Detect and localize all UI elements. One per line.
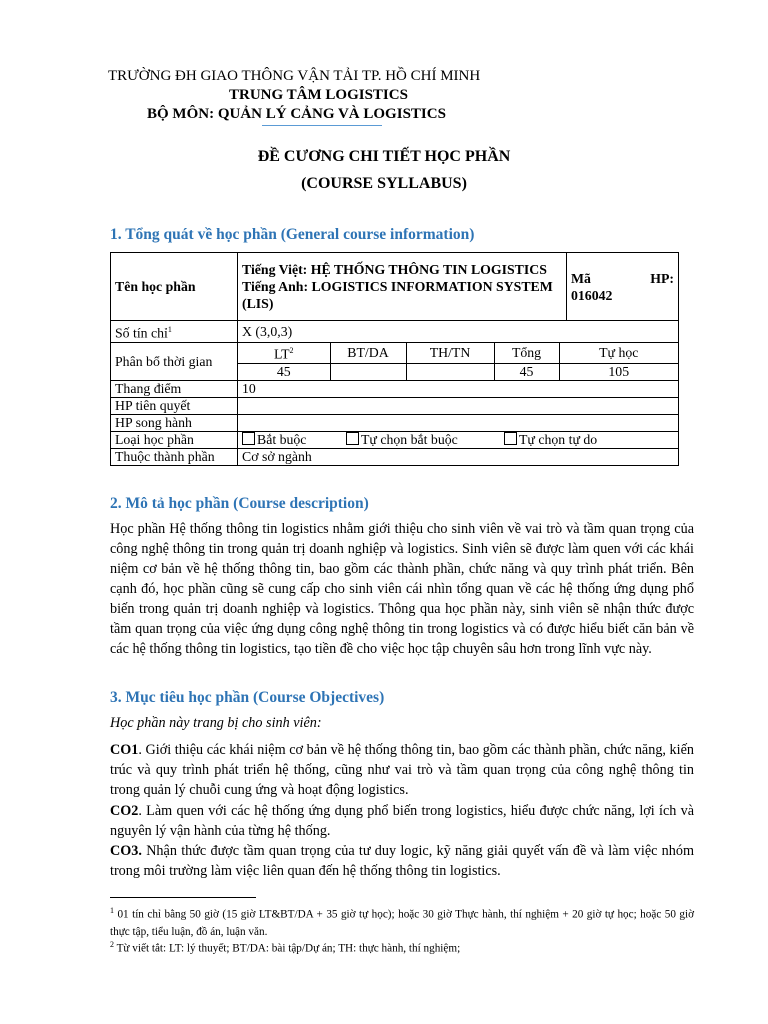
footnote-separator: [110, 897, 256, 898]
table-row: [111, 321, 679, 343]
time-allocation-table: [238, 343, 678, 380]
type-options: [238, 432, 679, 449]
course-code-label: Mã: [571, 270, 591, 286]
time-value-total: 45: [494, 363, 559, 380]
course-name-label: Tên học phần: [111, 253, 238, 321]
time-header-lt: $LT^2$: [238, 343, 330, 363]
time-header-bt: BT/DA: [330, 343, 406, 363]
table-row: [111, 432, 679, 449]
course-name-vi: Tiếng Việt: HỆ THỐNG THÔNG TIN LOGISTICS: [242, 262, 547, 277]
coreq-label: HP song hành: [111, 415, 238, 432]
center-name: TRUNG TÂM LOGISTICS: [229, 87, 408, 103]
course-description: Học phần Hệ thống thông tin logistics nhằm giới thiệu cho sinh viên về vai trò và tầm quan trọng của công nghệ thông tin trong quản trị doanh nghiệp và logistics. Sinh viên sẽ được làm quen với các khái niệm cơ bản về hệ thống thông tin, bao gồm các thành phần, chức năng và quy trình phát triển. Bên cạnh đó, học phần cũng sẽ cung cấp cho sinh viên cái nhìn tổng quan về các hệ thống ứng dụng phổ biến trong quản trị doanh nghiệp và logistics. Thông qua học phần này, sinh viên sẽ nhận thức được tầm quan trọng của việc ứng dụng công nghệ thông tin trong logistics và có được hiểu biết căn bản về các hệ thống thông tin logistics, tạo tiền đề cho việc học tập chuyên sâu hơn trong lĩnh vực này.: [110, 521, 694, 657]
table-row: [111, 343, 679, 381]
course-name-en: Tiếng Anh: LOGISTICS INFORMATION SYSTEM (LIS): [242, 279, 553, 311]
doc-subtitle: (COURSE SYLLABUS): [301, 175, 467, 192]
grade-label: Thang điểm: [111, 381, 238, 398]
time-label: Phân bổ thời gian: [111, 343, 238, 381]
time-value-bt: [330, 363, 406, 380]
time-value-th: [406, 363, 494, 380]
prereq-value: [238, 398, 679, 415]
course-name-cell: [238, 253, 567, 321]
objectives-intro: Học phần này trang bị cho sinh viên:: [110, 715, 322, 731]
objective-co2: CO2. Làm quen với các hệ thống ứng dụng phổ biến trong logistics, hiểu được chức năng, lợi ích và nguyên lý vận hành của từng hệ thống.: [110, 803, 694, 839]
prereq-label: HP tiên quyết: [111, 398, 238, 415]
course-code-cell: [567, 253, 679, 321]
type-label: Loại học phần: [111, 432, 238, 449]
department-underline: [262, 125, 382, 126]
course-code-value: 016042: [571, 287, 613, 303]
department-name: BỘ MÔN: QUẢN LÝ CẢNG VÀ LOGISTICS: [147, 106, 446, 122]
table-row: [111, 398, 679, 415]
table-row: [111, 449, 679, 466]
group-value: Cơ sở ngành: [238, 449, 679, 466]
table-row: [111, 253, 679, 321]
time-value-lt: 45: [238, 363, 330, 380]
grade-value: 10: [238, 381, 679, 398]
doc-title: ĐỀ CƯƠNG CHI TIẾT HỌC PHẦN: [257, 148, 511, 165]
section-3-heading: 3. Mục tiêu học phần (Course Objectives): [110, 689, 385, 706]
time-header-self: Tự học: [559, 343, 678, 363]
credits-value: X (3,0,3): [238, 321, 679, 343]
table-row: [238, 343, 678, 363]
footnote-2: $^2$ Từ viết tắt: LT: lý thuyết; BT/DA: bài tập/Dự án; TH: thực hành, thí nghiệm;: [110, 940, 461, 955]
time-header-total: Tổng: [494, 343, 559, 363]
section-1-heading: 1. Tổng quát về học phần (General course information): [110, 226, 475, 243]
type-option-required: Bắt buộc: [257, 432, 307, 448]
table-row: [111, 381, 679, 398]
course-code-suffix: HP:: [650, 270, 674, 286]
time-value-self: 105: [559, 363, 678, 380]
university-name: TRƯỜNG ĐH GIAO THÔNG VẬN TẢI TP. HỒ CHÍ MINH: [108, 68, 481, 84]
group-label: Thuộc thành phần: [111, 449, 238, 466]
objective-co3: CO3. Nhận thức được tầm quan trọng của tư duy logic, kỹ năng giải quyết vấn đề và làm việc nhóm trong môi trường làm việc liên quan đến hệ thống thông tin logistics.: [110, 843, 694, 879]
checkbox-elective-required[interactable]: [346, 432, 359, 445]
footnote-1: $^1$ 01 tín chỉ bằng 50 giờ (15 giờ LT&BT/DA + 35 giờ tự học); hoặc 30 giờ Thực hành, thí nghiệm + 20 giờ tự học; hoặc 50 giờ thực tập, tiểu luận, đồ án, luận văn.: [110, 906, 694, 938]
table-row: [111, 415, 679, 432]
objective-co1: CO1. Giới thiệu các khái niệm cơ bản về hệ thống thông tin, bao gồm các thành phần, chức năng, kiến trúc và quy trình phát triển hệ thống, cũng như vai trò và tầm quan trọng của công nghệ thông tin trong quản lý chuỗi cung ứng và hoạt động logistics.: [110, 742, 694, 798]
time-header-th: TH/TN: [406, 343, 494, 363]
checkbox-required[interactable]: [242, 432, 255, 445]
time-cell: [238, 343, 679, 381]
section-2-heading: 2. Mô tả học phần (Course description): [110, 495, 369, 512]
type-option-elective-required: Tự chọn bắt buộc: [361, 432, 458, 448]
credits-label: Số tín chỉ$^1$: [111, 321, 238, 343]
table-row: [238, 363, 678, 380]
coreq-value: [238, 415, 679, 432]
type-option-elective-free: Tự chọn tự do: [519, 432, 598, 448]
course-info-table: [110, 252, 679, 466]
checkbox-elective-free[interactable]: [504, 432, 517, 445]
